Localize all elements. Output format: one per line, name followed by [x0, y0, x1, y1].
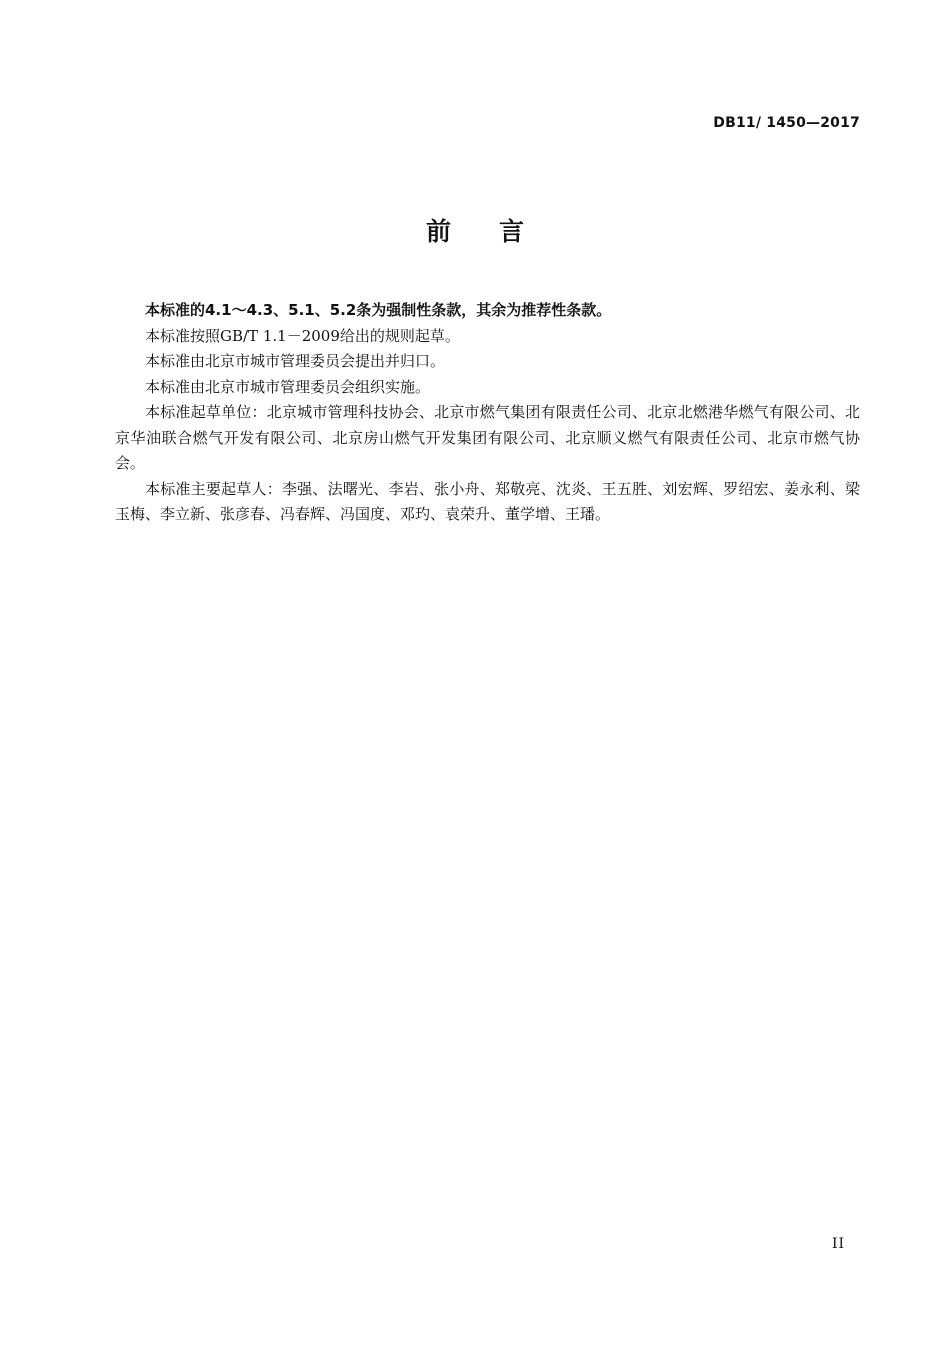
- document-code: DB11/ 1450—2017: [713, 115, 860, 131]
- preface-body: [115, 298, 860, 528]
- paragraph-mandatory-clauses: 本标准的4.1～4.3、5.1、5.2条为强制性条款，其余为推荐性条款。: [145, 301, 612, 319]
- paragraph-drafting-units: 本标准起草单位：北京城市管理科技协会、北京市燃气集团有限责任公司、北京北燃港华燃气有限公司、北京华油联合燃气开发有限公司、北京房山燃气开发集团有限公司、北京顺义燃气有限责任公司、北京市燃气协会。: [115, 403, 860, 472]
- paragraph-drafters: 本标准主要起草人：李强、法曙光、李岩、张小舟、郑敬亮、沈炎、王五胜、刘宏辉、罗绍宏、姜永利、梁玉梅、李立新、张彦春、冯春辉、冯国度、邓玓、袁荣升、董学增、王璠。: [115, 479, 860, 523]
- page-number: II: [831, 1236, 845, 1252]
- paragraph-proposer: 本标准由北京市城市管理委员会提出并归口。: [145, 352, 446, 370]
- page-title: 前言: [425, 217, 572, 246]
- paragraph-implementer: 本标准由北京市城市管理委员会组织实施。: [145, 377, 431, 396]
- paragraph-drafting-rules: 本标准按照GB/T 1.1－2009给出的规则起草。: [145, 326, 460, 345]
